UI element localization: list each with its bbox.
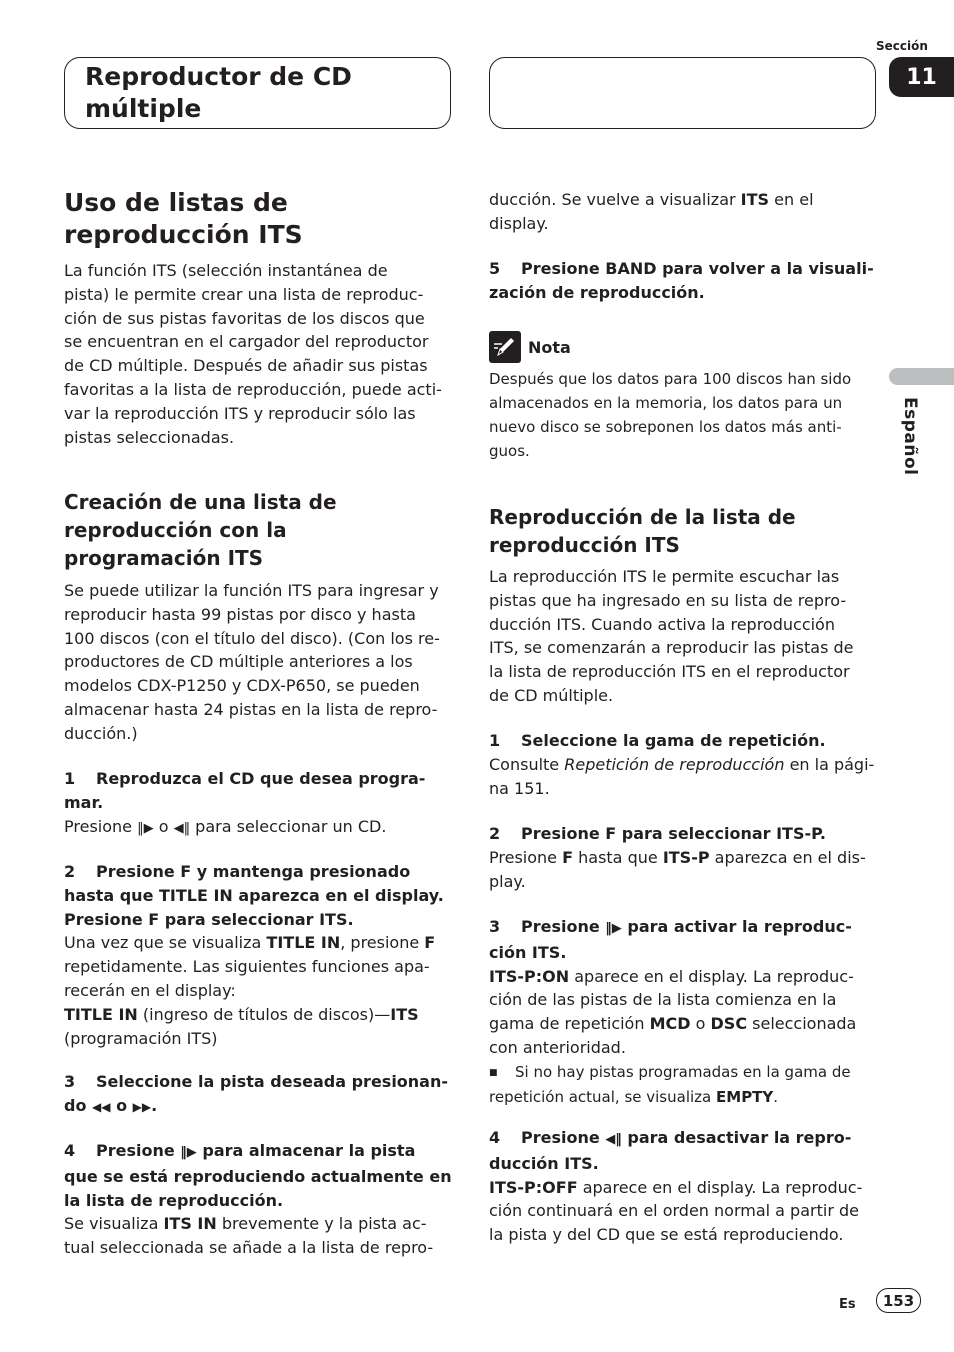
step-number: 4	[489, 1128, 501, 1147]
play-pause-icon: ‖▶	[180, 1145, 197, 1160]
playback-step-4: 4 Presione ◀‖ para desactivar la repro- ducción ITS. ITS-P:OFF aparece en el display. La reproduc- ción continuará en el orden normal a partir de la pista y del CD que se está reproduciendo.	[489, 1128, 863, 1245]
note-box: Nota Después que los datos para 100 discos han sido almacenados en la memoria, los datos para un nuevo disco se sobreponen los datos más anti- guos.	[489, 331, 889, 463]
reverse-pause-icon: ◀‖	[173, 820, 191, 836]
bullet-item: ■ Si no hay pistas programadas en la gama de	[489, 1060, 889, 1085]
reverse-pause-icon: ◀‖	[605, 1132, 622, 1147]
playback-step-1: 1 Seleccione la gama de repetición. Consulte Repetición de reproducción en la pági- na 151.	[489, 731, 875, 798]
step-number: 1	[64, 769, 76, 788]
bullet-icon: ■	[489, 1067, 498, 1078]
rewind-icon: ◀◀	[92, 1099, 111, 1114]
section-heading-playback: Reproducción de la lista de reproducción ITS	[489, 505, 796, 557]
step-4: 4 Presione ‖▶ para almacenar la pista que se está reproduciendo actualmente en la lista de reproducción. Se visualiza ITS IN brevemente y la pista ac- tual seleccionada se añade a la lista de repro-	[64, 1141, 452, 1258]
play-pause-icon: ‖▶	[137, 820, 154, 836]
step-2: 2 Presione F y mantenga presionado hasta que TITLE IN aparezca en el display. Presione F para seleccionar ITS. Una vez que se visualiza TITLE IN, presione F repetidamente. Las siguientes funciones apa- recerán en el display: TITLE IN (ingreso de títulos de discos)—ITS (programación ITS)	[64, 862, 444, 1048]
playback-paragraph: La reproducción ITS le permite escuchar las pistas que ha ingresado en su lista de repro- ducción ITS. Cuando activa la reproducción ITS, se comenzarán a reproducir las pistas de la lista de reproducción ITS en el reproductor de CD múltiple.	[489, 567, 854, 705]
fast-forward-icon: ▶▶	[132, 1099, 152, 1114]
step-3: 3 Seleccione la pista deseada presionan- do ◀◀ o ▶▶.	[64, 1072, 449, 1115]
note-label: Nota	[528, 337, 571, 357]
step-1: 1 Reproduzca el CD que desea progra- mar. Presione ‖▶ o ◀‖ para seleccionar un CD.	[64, 769, 426, 836]
section-label: Sección	[876, 39, 928, 53]
page-number: 153	[876, 1288, 921, 1313]
page-title: Uso de listas de reproducción ITS	[64, 188, 303, 249]
step-number: 5	[489, 259, 501, 278]
step-number: 3	[489, 917, 501, 936]
header-empty-box	[489, 57, 876, 129]
section-heading-creation: Creación de una lista de reproducción con la programación ITS	[64, 490, 337, 570]
note-pencil-icon	[489, 331, 521, 363]
playback-step-2: 2 Presione F para seleccionar ITS-P. Presione F hasta que ITS-P aparezca en el dis- play.	[489, 824, 866, 891]
language-tab	[889, 368, 954, 385]
creation-paragraph: Se puede utilizar la función ITS para ingresar y reproducir hasta 99 pistas por disco y hasta 100 discos (con el título del disco). (Con los re- productores de CD múltiple anteriores a los modelos CDX-P1250 y CDX-P650, se pueden almacenar hasta 24 pistas en la lista de repro- ducción.)	[64, 581, 440, 743]
step-number: 1	[489, 731, 501, 750]
step-number: 2	[64, 862, 76, 881]
footer-lang-code: Es	[839, 1297, 856, 1312]
play-pause-icon: ‖▶	[605, 921, 622, 936]
language-label: Español	[900, 397, 920, 476]
intro-paragraph: La función ITS (selección instantánea de pista) le permite crear una lista de reproduc- ción de sus pistas favoritas de los discos que se encuentran en el cargador del reproductor de CD múltiple. Después de añadir sus pistas favoritas a la lista de reproducción, puede acti- var la reproducción ITS y reproducir sólo las pistas seleccionadas.	[64, 261, 442, 447]
continued-paragraph: ducción. Se vuelve a visualizar ITS en el display.	[489, 190, 814, 233]
playback-step-3: 3 Presione ‖▶ para activar la reproduc- ción ITS. ITS-P:ON aparece en el display. La reproduc- ción de las pistas de la lista comienza en la gama de repetición MCD o DSC seleccionada con anterioridad. ■ Si no hay pistas programadas en la gama de repetición actual, se visualiza EMPTY.	[489, 915, 889, 1109]
step-5: 5 Presione BAND para volver a la visuali- zación de reproducción.	[489, 259, 874, 302]
chapter-title: Reproductor de CD múltiple	[85, 62, 352, 123]
step-number: 3	[64, 1072, 76, 1091]
section-number: 11	[889, 57, 954, 97]
step-number: 2	[489, 824, 501, 843]
step-number: 4	[64, 1141, 76, 1160]
